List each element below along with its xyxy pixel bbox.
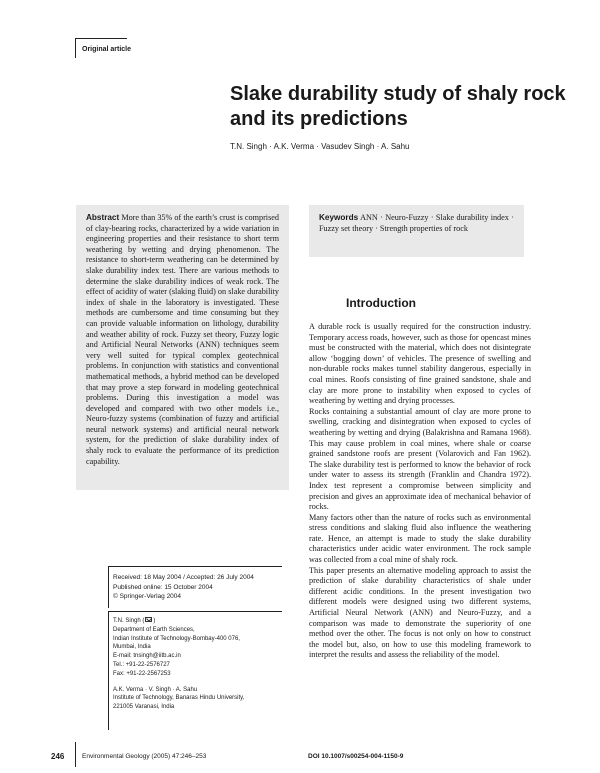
received-date: Received: 18 May 2004 / Accepted: 26 July 2004: [113, 574, 254, 581]
corresponding-author: T.N. Singh ( ): [113, 618, 156, 624]
introduction-body: [309, 322, 531, 661]
page-number: 246: [51, 752, 65, 761]
published-date: Published online: 15 October 2004: [113, 583, 213, 591]
abstract-label: Abstract: [86, 213, 120, 222]
keywords-text: ANN · Neuro-Fuzzy · Slake durability index · Fuzzy set theory · Strength properties of rock: [319, 213, 514, 233]
paragraph: This paper presents an alternative modeling approach to assist the prediction of slake durability characteristics of shale under different acidic conditions. In the present investigation two different models were designed using two different systems, Artificial Neural Network (ANN) and Neuro-Fuzzy, and a comparison was made to demonstrate the superiority of one method over the other. The focus is not only on how to construct the model but, also, on how to use this modeling framework to interpret the results and assess the reliability of the model.: [309, 565, 531, 660]
dates-rule-vertical: [108, 566, 109, 608]
paragraph: Rocks containing a substantial amount of clay are more prone to swelling, cracking and disintegration when exposed to cycles of weathering by wetting and drying (Balakrishna and Ramana 1968). This may cause problem in coal mines, where shale or coarse grained sandstone roofs are present (Volarovich and Fan 1962). The slake durability test is performed to know the behavior of rock under water to assess its strength (Franklin and Chandra 1972). Index test represent a compromise between simplicity and precision and gives an approximate idea of mechanical behavior of rocks.: [309, 406, 531, 512]
paragraph: A durable rock is usually required for the construction industry. Temporary access roads, however, such as those for opencast mines must be constructed with the material, which does not disintegrate allow ‘bogging down’ of vehicles. The presence of swelling and non-durable rocks makes tunnel stability dangerous, especially in coal mines. Roofs consisting of fine grained sandstone, shale and clay are more prone to instability when exposed to cycles of weathering by wetting and drying processes.: [309, 322, 531, 406]
institution-2: Institute of Technology, Banaras Hindu University,: [113, 695, 245, 702]
abstract-text: More than 35% of the earth’s crust is comprised of clay-bearing rocks, characterized by a wide variation in engineering properties and their resistance to short term weathering by wetting and drying phenomenon. The resistance to short-term weathering can be determined by slake durability index test. There are various methods to determine the slake durability indices of weak rock. The effect of acidity of water (slaking fluid) on slake durability index of shale in the laboratory is investigated. These methods are cumbersome and time consuming but they can provide valuable information on lithology, durability and weather ability of rock. Fuzzy set theory, Fuzzy logic and Artificial Neural Networks (ANN) techniques seem very well suited for typical complex geotechnical problems. In conjunction with statistics and conventional mathematical methods, a hybrid method can be developed that may prove a step forward in modeling geotechnical problems. During this investigation a model was developed and compared with two other models i.e., Neuro-fuzzy systems (combination of fuzzy and artificial neural network systems) and artificial neural network system, for the prediction of slake durability index of shaly rock to evaluate the performance of its prediction capability.: [86, 213, 280, 466]
city-2: 221005 Varanasi, India: [113, 704, 175, 711]
copyright: © Springer-Verlag 2004: [113, 593, 182, 601]
introduction-heading: Introduction: [346, 296, 416, 310]
article-type: Original article: [82, 46, 132, 53]
email-link[interactable]: E-mail: tnsingh@iitb.ac.in: [113, 653, 181, 660]
dates-rule-horizontal: [108, 566, 282, 567]
telephone: Tel.: +91-22-2576727: [113, 661, 170, 668]
affiliation-rule-horizontal: [108, 611, 282, 612]
author-affiliations: [113, 617, 244, 712]
abstract-box: [76, 205, 289, 490]
page-title: [230, 82, 570, 132]
keywords-box: [309, 205, 524, 257]
header-rule-horizontal: [75, 38, 127, 39]
city: Mumbai, India: [113, 644, 151, 651]
affiliation-rule-vertical: [108, 611, 109, 730]
institution: Indian Institute of Technology-Bombay-400 076,: [113, 635, 240, 642]
journal-citation: Environmental Geology (2005) 47:246–253: [82, 753, 207, 760]
fax: Fax: +91-22-2567253: [113, 670, 171, 677]
header-rule-vertical: [75, 38, 76, 58]
author-list: T.N. Singh · A.K. Verma · Vasudev Singh · A. Sahu: [230, 142, 410, 151]
title-line-1: Slake durability study of shaly rock: [230, 83, 566, 105]
department: Department of Earth Sciences,: [113, 626, 195, 633]
other-authors: A.K. Verma · V. Singh · A. Sahu: [113, 686, 198, 693]
keywords-label: Keywords: [319, 213, 359, 222]
doi-link[interactable]: DOI 10.1007/s00254-004-1150-9: [308, 753, 404, 760]
paragraph: Many factors other than the nature of rocks such as environmental stress conditions and slaking fluid also influence the weathering rate. Hence, an attempt is made to study the slake durability characteristics under acidic water environment. The rock sample was collected from a coal mine of shaly rock.: [309, 512, 531, 565]
footer-rule-vertical: [75, 742, 76, 767]
publication-dates: [113, 573, 254, 602]
mail-icon: [145, 617, 152, 622]
title-line-2: and its predictions: [230, 108, 408, 130]
